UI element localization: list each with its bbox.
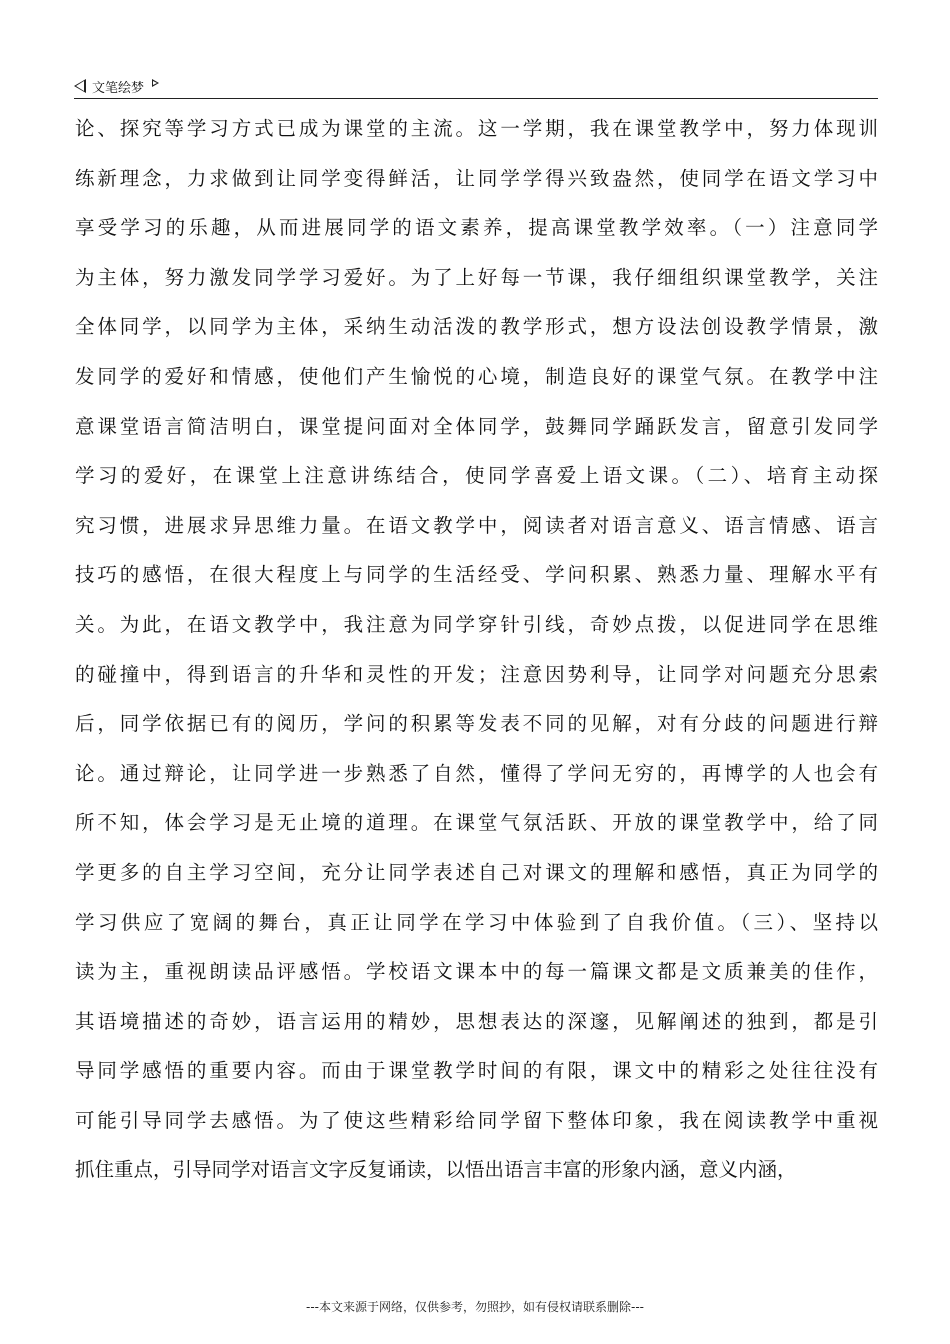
body-line: 导同学感悟的重要内容。而由于课堂教学时间的有限，课文中的精彩之处往往没有: [75, 1059, 878, 1083]
document-body: [75, 104, 878, 1195]
triangle-left-icon: [74, 79, 86, 93]
body-line: 意课堂语言简洁明白，课堂提问面对全体同学，鼓舞同学踊跃发言，留意引发同学: [75, 414, 878, 438]
body-line: 后，同学依据已有的阅历，学问的积累等发表不同的见解，对有分歧的问题进行辩: [75, 712, 878, 736]
body-line: 论、探究等学习方式已成为课堂的主流。这一学期，我在课堂教学中，努力体现训: [75, 117, 878, 140]
body-line: 抓住重点，引导同学对语言文字反复诵读，以悟出语言丰富的形象内涵，意义内涵，: [75, 1158, 797, 1182]
body-line: 享受学习的乐趣，从而进展同学的语文素养，提高课堂教学效率。（一）注意同学: [75, 216, 878, 240]
body-line: 全体同学，以同学为主体，采纳生动活泼的教学形式，想方设法创设教学情景，激: [75, 315, 878, 339]
body-line: 学习的爱好，在课堂上注意讲练结合，使同学喜爱上语文课。（二）、培育主动探: [75, 464, 878, 488]
body-line: 论。通过辩论，让同学进一步熟悉了自然，懂得了学问无穷的，再博学的人也会有: [75, 761, 878, 785]
body-line: 为主体，努力激发同学学习爱好。为了上好每一节课，我仔细组织课堂教学，关注: [75, 265, 878, 289]
page-footer: ---本文来源于网络，仅供参考，勿照抄，如有侵权请联系删除---: [306, 1300, 644, 1314]
page-header: [74, 74, 878, 99]
body-line: 学习供应了宽阔的舞台，真正让同学在学习中体验到了自我价值。（三）、坚持以: [75, 910, 878, 934]
body-line: 读为主，重视朗读品评感悟。学校语文课本中的每一篇课文都是文质兼美的佳作，: [75, 960, 878, 984]
body-line: 究习惯，进展求异思维力量。在语文教学中，阅读者对语言意义、语言情感、语言: [75, 513, 878, 537]
body-line: 技巧的感悟，在很大程度上与同学的生活经受、学问积累、熟悉力量、理解水平有: [75, 563, 878, 587]
body-line: 练新理念，力求做到让同学变得鲜活，让同学学得兴致盎然，使同学在语文学习中: [75, 166, 878, 190]
body-line: 其语境描述的奇妙，语言运用的精妙，思想表达的深邃，见解阐述的独到，都是引: [75, 1009, 878, 1033]
body-line: 可能引导同学去感悟。为了使这些精彩给同学留下整体印象，我在阅读教学中重视: [75, 1108, 878, 1132]
header-title: 文笔绘梦: [92, 80, 145, 96]
body-line: 所不知，体会学习是无止境的道理。在课堂气氛活跃、开放的课堂教学中，给了同: [75, 811, 878, 835]
body-line: 的碰撞中，得到语言的升华和灵性的开发；注意因势利导，让同学对问题充分思索: [75, 662, 878, 686]
body-line: 发同学的爱好和情感，使他们产生愉悦的心境，制造良好的课堂气氛。在教学中注: [75, 364, 878, 388]
body-line: 学更多的自主学习空间，充分让同学表述自己对课文的理解和感悟，真正为同学的: [75, 860, 878, 884]
body-line: 关。为此，在语文教学中，我注意为同学穿针引线，奇妙点拨，以促进同学在思维: [75, 612, 878, 636]
triangle-right-icon: [152, 79, 159, 87]
